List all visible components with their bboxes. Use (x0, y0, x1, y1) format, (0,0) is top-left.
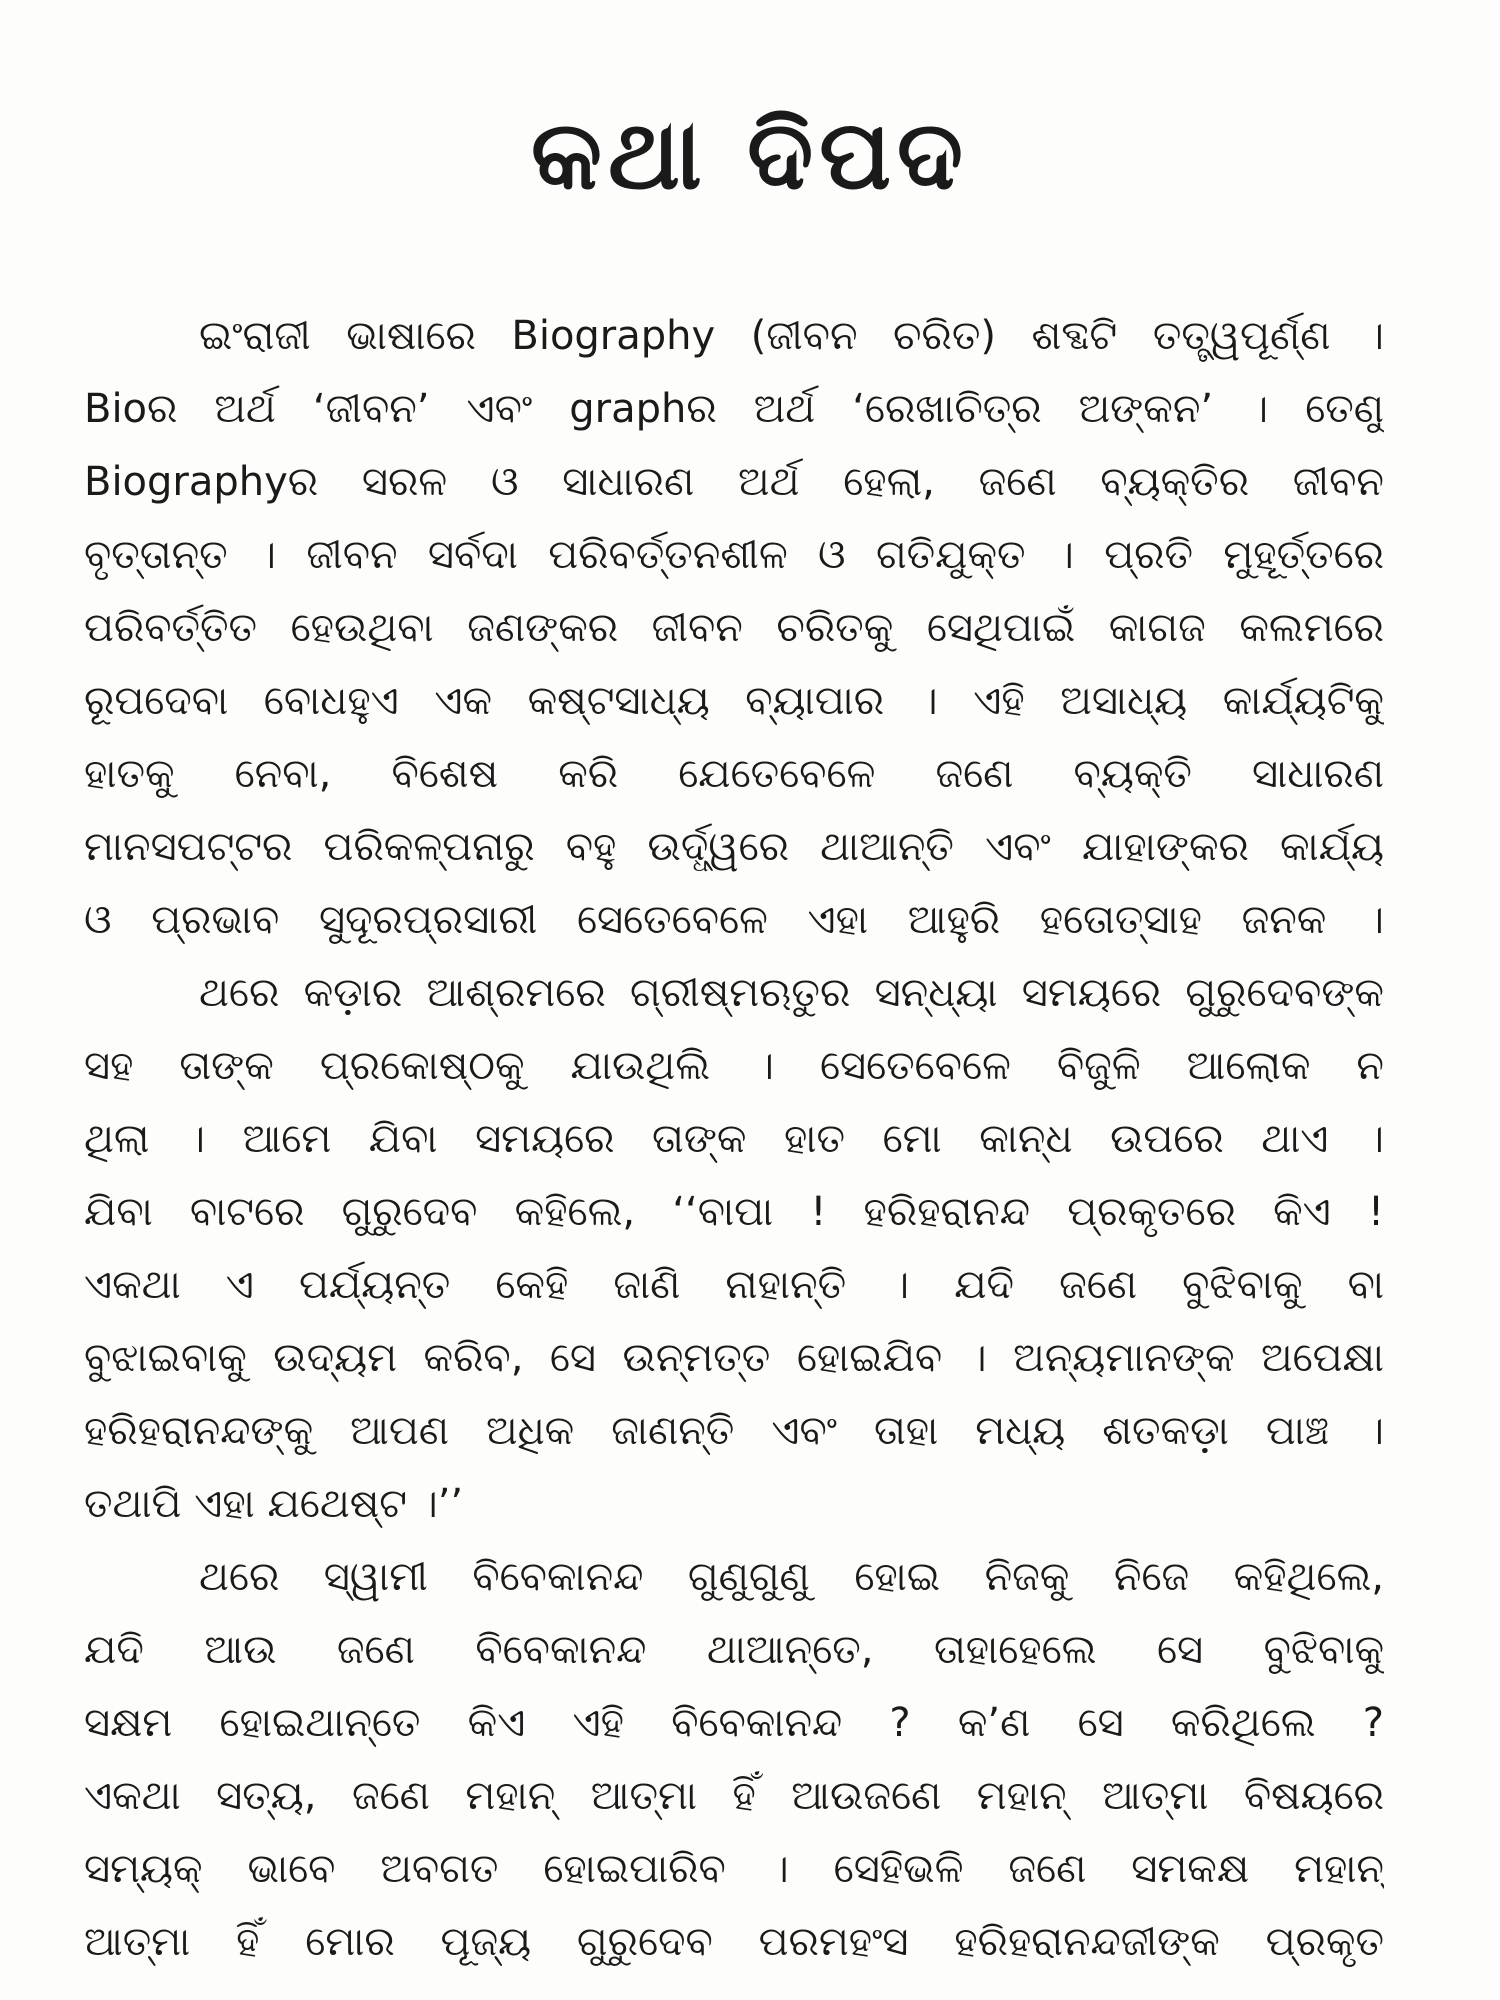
text-line: ଏକଥା ସତ୍ୟ, ଜଣେ ମହାନ୍ ଆତ୍ମା ହିଁ ଆଉଜଣେ ମହାନ୍ ଆତ୍ମା ବିଷୟରେ (84, 1773, 1384, 1819)
paragraph-1 (84, 300, 1384, 957)
text-line: Bioର ଅର୍ଥ ‘ଜୀବନ’ ଏବଂ graphର ଅର୍ଥ ‘ରେଖାଚିତ୍ର ଅଙ୍କନ’ । ତେଣୁ (84, 386, 1384, 432)
body-text (84, 300, 1384, 1979)
text-line: ଓ ପ୍ରଭାବ ସୁଦୂରପ୍ରସାରୀ ସେତେବେଳେ ଏହା ଆହୁରି ହତୋତ୍ସାହ ଜନକ । (84, 897, 1384, 943)
text-line: ସମ୍ୟକ୍ ଭାବେ ଅବଗତ ହୋଇପାରିବ । ସେହିଭଳି ଜଣେ ସମକକ୍ଷ ମହାନ୍ (84, 1846, 1384, 1892)
text-line: ପରିବର୍ତ୍ତିତ ହେଉଥିବା ଜଣଙ୍କର ଜୀବନ ଚରିତକୁ ସେଥିପାଇଁ କାଗଜ କଲମରେ (84, 605, 1384, 651)
paragraph-3 (84, 1541, 1384, 1979)
text-line: ହରିହରାନନ୍ଦଙ୍କୁ ଆପଣ ଅଧିକ ଜାଣନ୍ତି ଏବଂ ତାହା ମଧ୍ୟ ଶତକଡ଼ା ପାଞ୍ଚ । (84, 1408, 1384, 1454)
paragraph-2 (84, 957, 1384, 1541)
text-line: ରୂପଦେବା ବୋଧହୁଏ ଏକ କଷ୍ଟସାଧ୍ୟ ବ୍ୟାପାର । ଏହି ଅସାଧ୍ୟ କାର୍ଯ୍ୟଟିକୁ (84, 678, 1384, 724)
text-line: ତଥାପି ଏହା ଯଥେଷ୍ଟ ।’’ (84, 1481, 464, 1527)
text-line: ସହ ତାଙ୍କ ପ୍ରକୋଷ୍ଠକୁ ଯାଉଥିଲି । ସେତେବେଳେ ବିଜୁଳି ଆଲୋକ ନ (84, 1043, 1384, 1089)
text-line: ଯଦି ଆଉ ଜଣେ ବିବେକାନନ୍ଦ ଥାଆନ୍ତେ, ତାହାହେଲେ ସେ ବୁଝିବାକୁ (84, 1627, 1384, 1673)
text-line: ବୃତ୍ତାନ୍ତ । ଜୀବନ ସର୍ବଦା ପରିବର୍ତ୍ତନଶୀଳ ଓ ଗତିଯୁକ୍ତ । ପ୍ରତି ମୁହୂର୍ତ୍ତରେ (84, 532, 1384, 578)
text-line: ଏକଥା ଏ ପର୍ଯ୍ୟନ୍ତ କେହି ଜାଣି ନାହାନ୍ତି । ଯଦି ଜଣେ ବୁଝିବାକୁ ବା (84, 1262, 1384, 1308)
text-line: ହାତକୁ ନେବା, ବିଶେଷ କରି ଯେତେବେଳେ ଜଣେ ବ୍ୟକ୍ତି ସାଧାରଣ (84, 751, 1384, 797)
text-line: ଆତ୍ମା ହିଁ ମୋର ପୂଜ୍ୟ ଗୁରୁଦେବ ପରମହଂସ ହରିହରାନନ୍ଦଜୀଙ୍କ ପ୍ରକୃତ (84, 1919, 1384, 1965)
text-line: ବୁଝାଇବାକୁ ଉଦ୍ୟମ କରିବ, ସେ ଉନ୍ମତ୍ତ ହୋଇଯିବ । ଅନ୍ୟମାନଙ୍କ ଅପେକ୍ଷା (84, 1335, 1384, 1381)
text-line: ଥରେ କଡ଼ାର ଆଶ୍ରମରେ ଗ୍ରୀଷ୍ମଋତୁର ସନ୍ଧ୍ୟା ସମୟରେ ଗୁରୁଦେବଙ୍କ (199, 970, 1384, 1016)
text-line: ଯିବା ବାଟରେ ଗୁରୁଦେବ କହିଲେ, ‘‘ବାପା ! ହରିହରାନନ୍ଦ ପ୍ରକୃତରେ କିଏ ! (84, 1189, 1384, 1235)
text-line: ଥରେ ସ୍ୱାମୀ ବିବେକାନନ୍ଦ ଗୁଣୁଗୁଣୁ ହୋଇ ନିଜକୁ ନିଜେ କହିଥିଲେ, (199, 1554, 1384, 1600)
text-line: ସକ୍ଷମ ହୋଇଥାନ୍ତେ କିଏ ଏହି ବିବେକାନନ୍ଦ ? କ’ଣ ସେ କରିଥିଲେ ? (84, 1700, 1384, 1746)
text-line: ମାନସପଟ୍ଟର ପରିକଳ୍ପନାରୁ ବହୁ ଉର୍ଦ୍ଧ୍ୱରେ ଥାଆନ୍ତି ଏବଂ ଯାହାଙ୍କର କାର୍ଯ୍ୟ (84, 824, 1384, 870)
text-line: Biographyର ସରଳ ଓ ସାଧାରଣ ଅର୍ଥ ହେଲା, ଜଣେ ବ୍ୟକ୍ତିର ଜୀବନ (84, 459, 1384, 505)
page-title: କଥା ଦିପଦ (531, 99, 969, 211)
text-line: ଇଂରାଜୀ ଭାଷାରେ Biography (ଜୀବନ ଚରିତ) ଶବ୍ଦଟି ତତ୍ତ୍ୱପୂର୍ଣ୍ଣ । (199, 313, 1384, 359)
text-line: ଥିଲା । ଆମେ ଯିବା ସମୟରେ ତାଙ୍କ ହାତ ମୋ କାନ୍ଧ ଉପରେ ଥାଏ । (84, 1116, 1384, 1162)
